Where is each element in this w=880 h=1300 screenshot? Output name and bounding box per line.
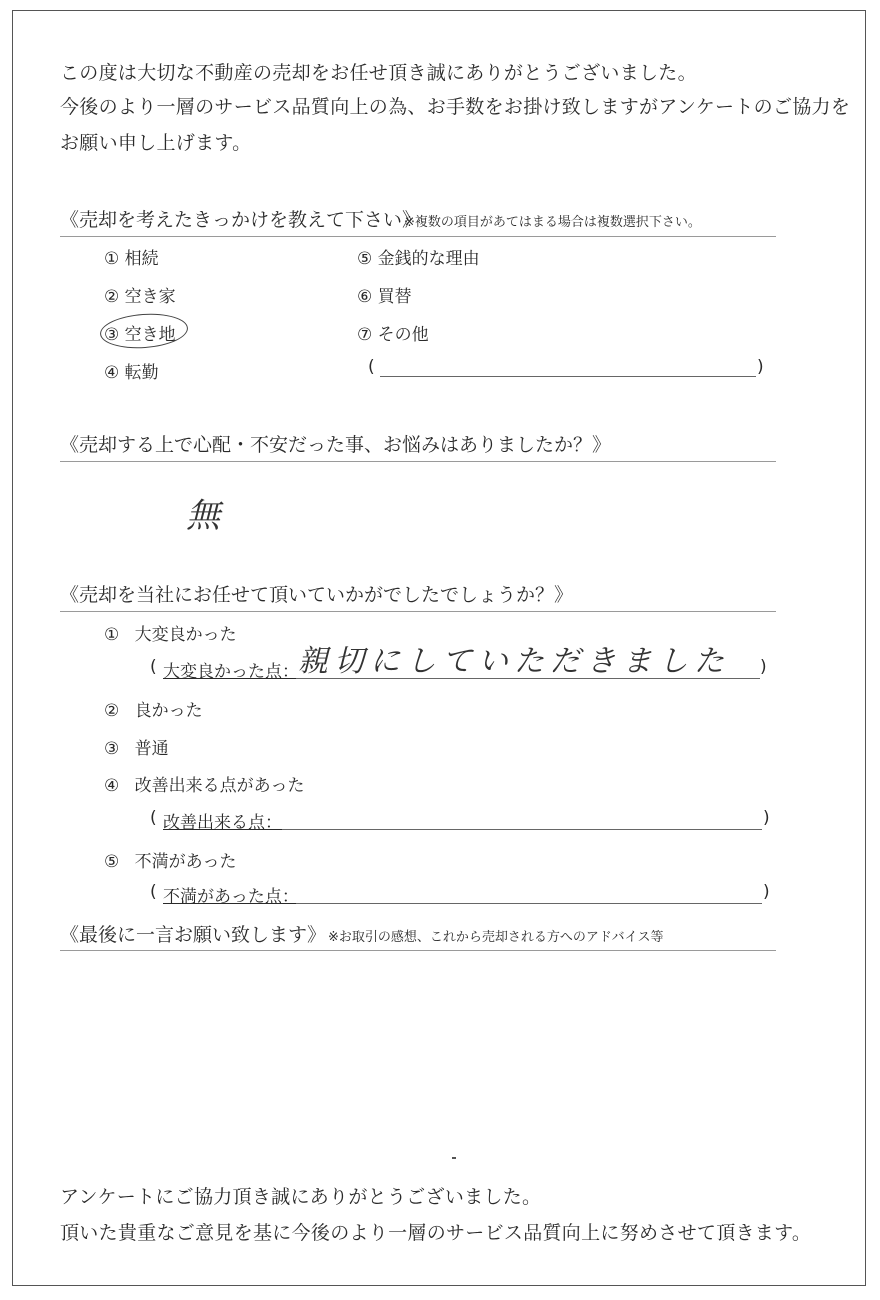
q2-handwritten-answer: 無: [186, 496, 226, 536]
q1-option-7-num: ⑦: [357, 325, 373, 345]
q3-dissatisfied-close-paren: ): [763, 882, 770, 902]
q3-dissatisfied-input[interactable]: [296, 903, 762, 904]
q3-improve-input[interactable]: [282, 829, 762, 830]
q1-option-7-label: その他: [377, 325, 429, 345]
q1-option-4-label: 転勤: [124, 363, 159, 383]
q3-option-2[interactable]: [104, 696, 203, 721]
closing-line-1: アンケートにご協力頂き誠にありがとうございました。: [60, 1186, 542, 1208]
q3-good-points-label: 大変良かった点：: [163, 662, 299, 682]
q3-dissatisfied-open-paren: (: [150, 882, 157, 902]
q1-other-close-paren: ): [757, 357, 764, 377]
q3-improve-label: 改善出来る点：: [163, 813, 282, 833]
q4-title: 《最後に一言お願い致します》: [60, 924, 327, 946]
q1-note: ※複数の項目があてはまる場合は複数選択下さい。: [404, 215, 701, 230]
q3-option-3[interactable]: [104, 734, 169, 759]
q3-good-open-paren: (: [150, 657, 157, 677]
q1-option-2-label: 空き家: [124, 287, 176, 307]
intro-line-2: 今後のより一層のサービス品質向上の為、お手数をお掛け致しますがアンケートのご協力を: [60, 96, 851, 118]
q3-option-5[interactable]: [104, 847, 237, 872]
q3-good-points-handwritten[interactable]: 親切にしていただきました: [298, 644, 730, 679]
intro-line-3: お願い申し上げます。: [60, 132, 252, 154]
q3-option-2-label: 良かった: [134, 701, 203, 721]
q3-option-4[interactable]: [104, 771, 305, 796]
q3-option-1[interactable]: [104, 620, 237, 645]
closing-line-2: 頂いた貴重なご意見を基に今後のより一層のサービス品質向上に努めさせて頂きます。: [60, 1222, 812, 1244]
q4-comment-area[interactable]: [60, 958, 776, 1138]
q1-option-1-label: 相続: [124, 249, 159, 269]
q1-option-7[interactable]: [357, 320, 429, 345]
q2-title: 《売却する上で心配・不安だった事、お悩みはありましたか？》: [60, 434, 612, 456]
q3-option-3-label: 普通: [134, 739, 169, 759]
q3-dissatisfied-label: 不満があった点：: [163, 887, 299, 907]
q3-good-close-paren: ): [760, 657, 767, 677]
q1-option-5-num: ⑤: [357, 249, 373, 269]
q2-divider: [60, 461, 776, 462]
q1-option-2[interactable]: [104, 282, 176, 307]
q1-option-5-label: 金銭的な理由: [377, 249, 480, 269]
q3-option-4-label: 改善出来る点があった: [134, 776, 305, 796]
q1-option-1[interactable]: [104, 244, 159, 269]
q1-divider: [60, 236, 776, 237]
q3-option-1-num: ①: [104, 625, 120, 645]
intro-line-1: この度は大切な不動産の売却をお任せ頂き誠にありがとうございました。: [60, 62, 697, 84]
q1-option-4-num: ④: [104, 363, 120, 383]
q3-improve-close-paren: ): [763, 808, 770, 828]
q1-option-4[interactable]: [104, 358, 159, 383]
q3-option-5-label: 不満があった: [134, 852, 237, 872]
q3-divider: [60, 611, 776, 612]
q1-option-3-num: ③: [104, 325, 120, 345]
q1-option-6-num: ⑥: [357, 287, 373, 307]
q3-title: 《売却を当社にお任せて頂いていかがでしたでしょうか？》: [60, 584, 574, 606]
q1-title: 《売却を考えたきっかけを教えて下さい》: [60, 209, 422, 231]
q1-option-6[interactable]: [357, 282, 412, 307]
q1-option-1-num: ①: [104, 249, 120, 269]
q3-option-3-num: ③: [104, 739, 120, 759]
stray-mark: [452, 1157, 456, 1159]
q3-option-2-num: ②: [104, 701, 120, 721]
q1-option-2-num: ②: [104, 287, 120, 307]
q1-option-6-label: 買替: [377, 287, 412, 307]
q4-note: ※お取引の感想、これから売却される方へのアドバイス等: [328, 930, 664, 945]
q3-option-5-num: ⑤: [104, 852, 120, 872]
q1-option-5[interactable]: [357, 244, 480, 269]
q3-improve-open-paren: (: [150, 808, 157, 828]
q1-option-3-label: 空き地: [124, 325, 176, 345]
q1-other-open-paren: (: [368, 357, 375, 377]
q3-option-1-label: 大変良かった: [134, 625, 237, 645]
q3-option-4-num: ④: [104, 776, 120, 796]
q4-divider: [60, 950, 776, 951]
q1-other-input[interactable]: [380, 376, 756, 377]
